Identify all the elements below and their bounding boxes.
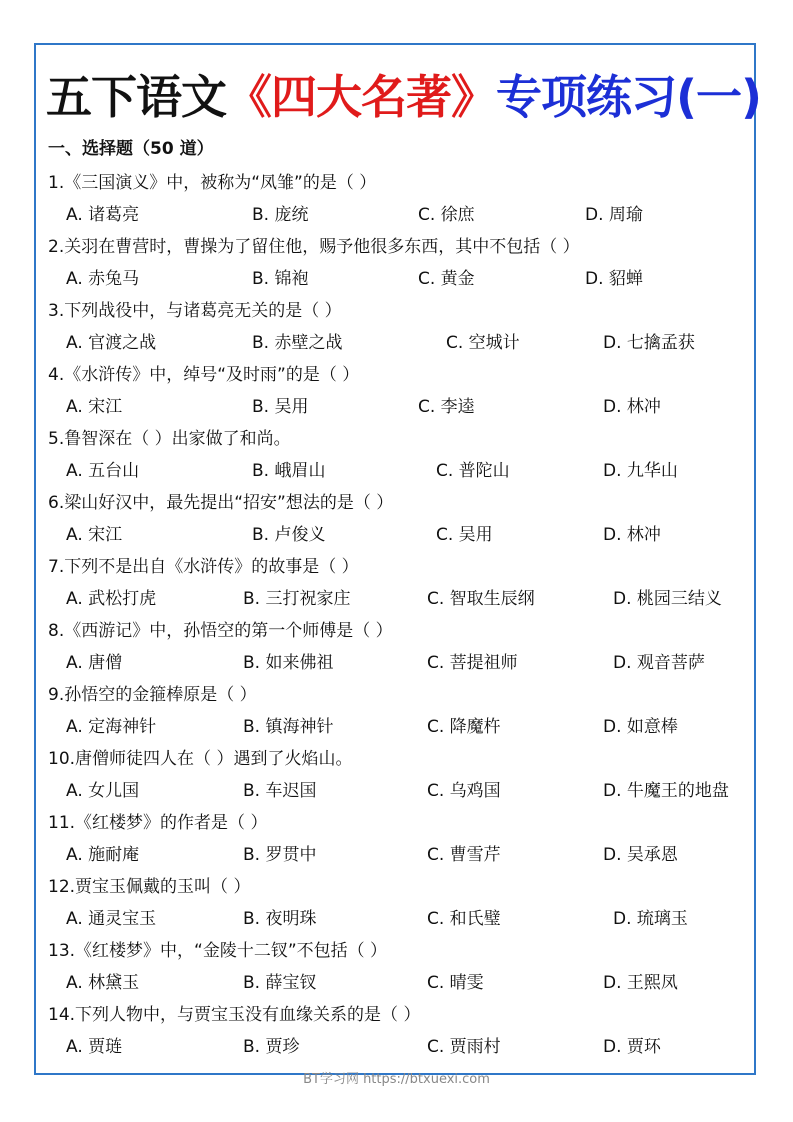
option-c: C. 徐庶 [418,205,475,225]
option-b: B. 卢俊义 [252,525,326,545]
option-c: C. 曹雪芹 [427,845,501,865]
option-d: D. 七擒孟获 [603,333,695,353]
option-d: D. 琉璃玉 [613,909,688,929]
question-text: 2.关羽在曹营时，曹操为了留住他，赐予他很多东西，其中不包括（ ） [48,237,580,257]
option-c: C. 李逵 [418,397,475,417]
option-b: B. 夜明珠 [243,909,317,929]
option-a: A. 施耐庵 [66,845,140,865]
option-c: C. 普陀山 [436,461,510,481]
question-text: 1.《三国演义》中，被称为“凤雏”的是（ ） [48,173,377,193]
option-b: B. 三打祝家庄 [243,589,351,609]
option-a: A. 定海神针 [66,717,157,737]
option-d: D. 如意棒 [603,717,678,737]
question-text: 12.贾宝玉佩戴的玉叫（ ） [48,877,251,897]
option-a: A. 唐僧 [66,653,123,673]
option-a: A. 武松打虎 [66,589,157,609]
option-c: C. 晴雯 [427,973,484,993]
option-d: D. 观音菩萨 [613,653,705,673]
option-a: A. 女儿国 [66,781,140,801]
option-a: A. 官渡之战 [66,333,157,353]
title-exercise: 专项练习(一) [496,70,762,124]
section-heading: 一、选择题（50 道） [48,139,214,159]
option-d: D. 贾环 [603,1037,661,1057]
question-text: 13.《红楼梦》中，“金陵十二钗”不包括（ ） [48,941,388,961]
question-text: 6.梁山好汉中，最先提出“招安”想法的是（ ） [48,493,394,513]
option-a: A. 林黛玉 [66,973,140,993]
option-a: A. 贾琏 [66,1037,123,1057]
option-b: B. 贾珍 [243,1037,300,1057]
option-c: C. 乌鸡国 [427,781,501,801]
option-d: D. 林冲 [603,397,661,417]
option-b: B. 车迟国 [243,781,317,801]
option-b: B. 薛宝钗 [243,973,317,993]
option-b: B. 罗贯中 [243,845,317,865]
option-d: D. 王熙凤 [603,973,678,993]
question-text: 8.《西游记》中，孙悟空的第一个师傅是（ ） [48,621,393,641]
option-d: D. 九华山 [603,461,678,481]
footer-watermark: BT学习网 https://btxuexi.com [303,1072,490,1087]
title-grade: 五下语文 [46,70,226,124]
option-d: D. 周瑜 [585,205,643,225]
question-text: 11.《红楼梦》的作者是（ ） [48,813,268,833]
option-c: C. 和氏璧 [427,909,501,929]
option-b: B. 如来佛祖 [243,653,334,673]
option-c: C. 黄金 [418,269,475,289]
option-a: A. 赤兔马 [66,269,140,289]
option-d: D. 桃园三结义 [613,589,722,609]
option-b: B. 峨眉山 [252,461,326,481]
question-text: 5.鲁智深在（ ）出家做了和尚。 [48,429,291,449]
option-a: A. 宋江 [66,397,123,417]
option-a: A. 五台山 [66,461,140,481]
option-c: C. 吴用 [436,525,493,545]
option-d: D. 牛魔王的地盘 [603,781,729,801]
question-text: 9.孙悟空的金箍棒原是（ ） [48,685,257,705]
title-books: 《四大名著》 [226,70,496,124]
option-c: C. 降魔杵 [427,717,501,737]
question-text: 3.下列战役中，与诸葛亮无关的是（ ） [48,301,342,321]
page-title [46,62,786,132]
option-b: B. 吴用 [252,397,309,417]
option-d: D. 貂蝉 [585,269,643,289]
question-text: 10.唐僧师徒四人在（ ）遇到了火焰山。 [48,749,353,769]
question-text: 7.下列不是出自《水浒传》的故事是（ ） [48,557,359,577]
option-c: C. 智取生辰纲 [427,589,535,609]
option-b: B. 赤壁之战 [252,333,343,353]
option-a: A. 诸葛亮 [66,205,140,225]
option-d: D. 林冲 [603,525,661,545]
option-b: B. 镇海神针 [243,717,334,737]
option-b: B. 庞统 [252,205,309,225]
option-d: D. 吴承恩 [603,845,678,865]
option-c: C. 菩提祖师 [427,653,518,673]
option-c: C. 贾雨村 [427,1037,501,1057]
question-text: 4.《水浒传》中，绰号“及时雨”的是（ ） [48,365,360,385]
option-c: C. 空城计 [446,333,520,353]
option-a: A. 宋江 [66,525,123,545]
option-a: A. 通灵宝玉 [66,909,157,929]
option-b: B. 锦袍 [252,269,309,289]
question-text: 14.下列人物中，与贾宝玉没有血缘关系的是（ ） [48,1005,421,1025]
